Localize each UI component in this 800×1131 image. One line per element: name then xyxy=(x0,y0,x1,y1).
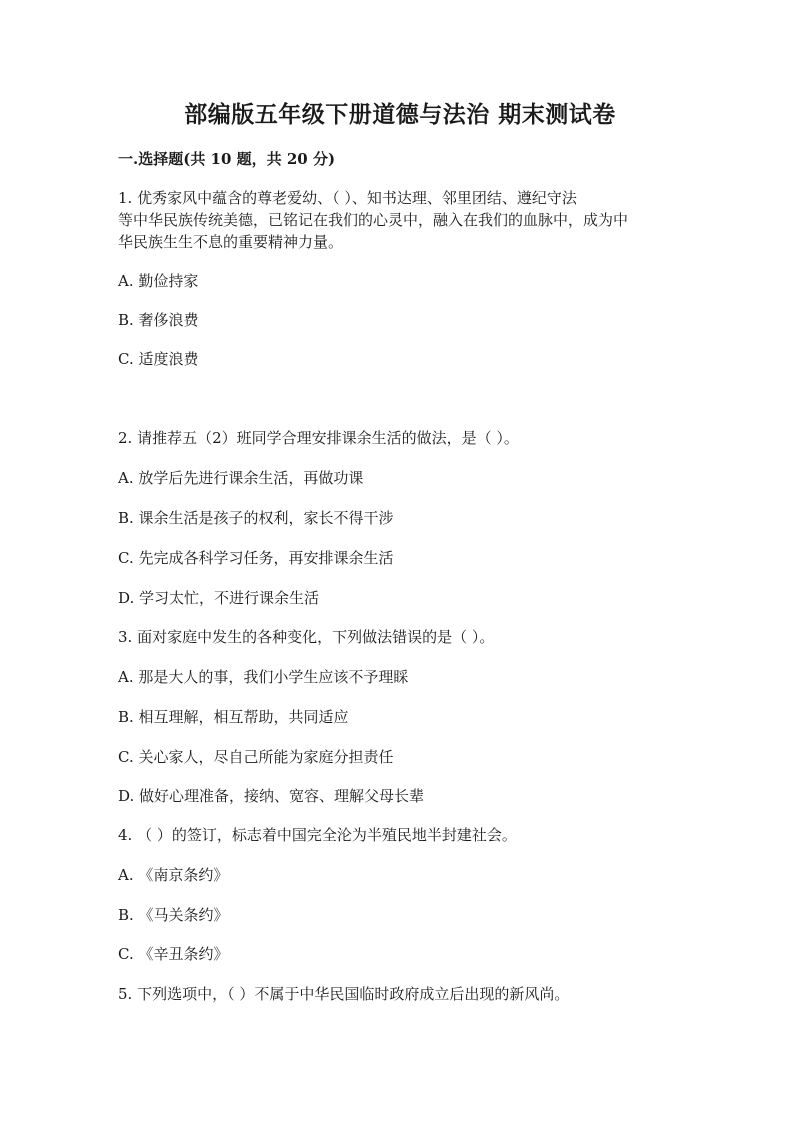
question-1-option-b: B. 奢侈浪费 xyxy=(118,311,199,329)
question-2-stem: 2. 请推荐五（2）班同学合理安排课余生活的做法，是（ ）。 xyxy=(118,429,519,447)
question-stem-line: 华民族生生不息的重要精神力量。 xyxy=(118,233,344,251)
question-1-stem xyxy=(118,187,698,253)
question-stem-line: 等中华民族传统美德，已铭记在我们的心灵中，融入在我们的血脉中，成为中 xyxy=(118,211,629,229)
question-2-option-c: C. 先完成各科学习任务，再安排课余生活 xyxy=(118,549,394,567)
question-3-option-c: C. 关心家人，尽自己所能为家庭分担责任 xyxy=(118,748,394,766)
question-3-option-d: D. 做好心理准备，接纳、宽容、理解父母长辈 xyxy=(118,787,425,805)
question-1-option-a: A. 勤俭持家 xyxy=(118,272,199,290)
question-4-option-a: A. 《南京条约》 xyxy=(118,866,229,884)
question-1-option-c: C. 适度浪费 xyxy=(118,350,199,368)
question-stem-line: 1. 优秀家风中蕴含的尊老爱幼、（ ）、知书达理、邻里团结、遵纪守法 xyxy=(118,189,577,207)
question-4-option-b: B. 《马关条约》 xyxy=(118,906,229,924)
question-3-option-a: A. 那是大人的事，我们小学生应该不予理睬 xyxy=(118,668,409,686)
question-3-option-b: B. 相互理解，相互帮助，共同适应 xyxy=(118,708,349,726)
question-3-stem: 3. 面对家庭中发生的各种变化，下列做法错误的是（ ）。 xyxy=(118,628,495,646)
section-heading: 一.选择题(共 10 题，共 20 分) xyxy=(118,150,336,168)
question-4-stem: 4. （ ）的签订，标志着中国完全沦为半殖民地半封建社会。 xyxy=(118,826,517,844)
question-2-option-a: A. 放学后先进行课余生活，再做功课 xyxy=(118,469,364,487)
page-title: 部编版五年级下册道德与法治 期末测试卷 xyxy=(184,101,616,128)
question-4-option-c: C. 《辛丑条约》 xyxy=(118,945,229,963)
question-2-option-b: B. 课余生活是孩子的权利，家长不得干涉 xyxy=(118,509,394,527)
question-5-stem: 5. 下列选项中，（ ）不属于中华民国临时政府成立后出现的新风尚。 xyxy=(118,985,570,1003)
question-2-option-d: D. 学习太忙，不进行课余生活 xyxy=(118,589,320,607)
